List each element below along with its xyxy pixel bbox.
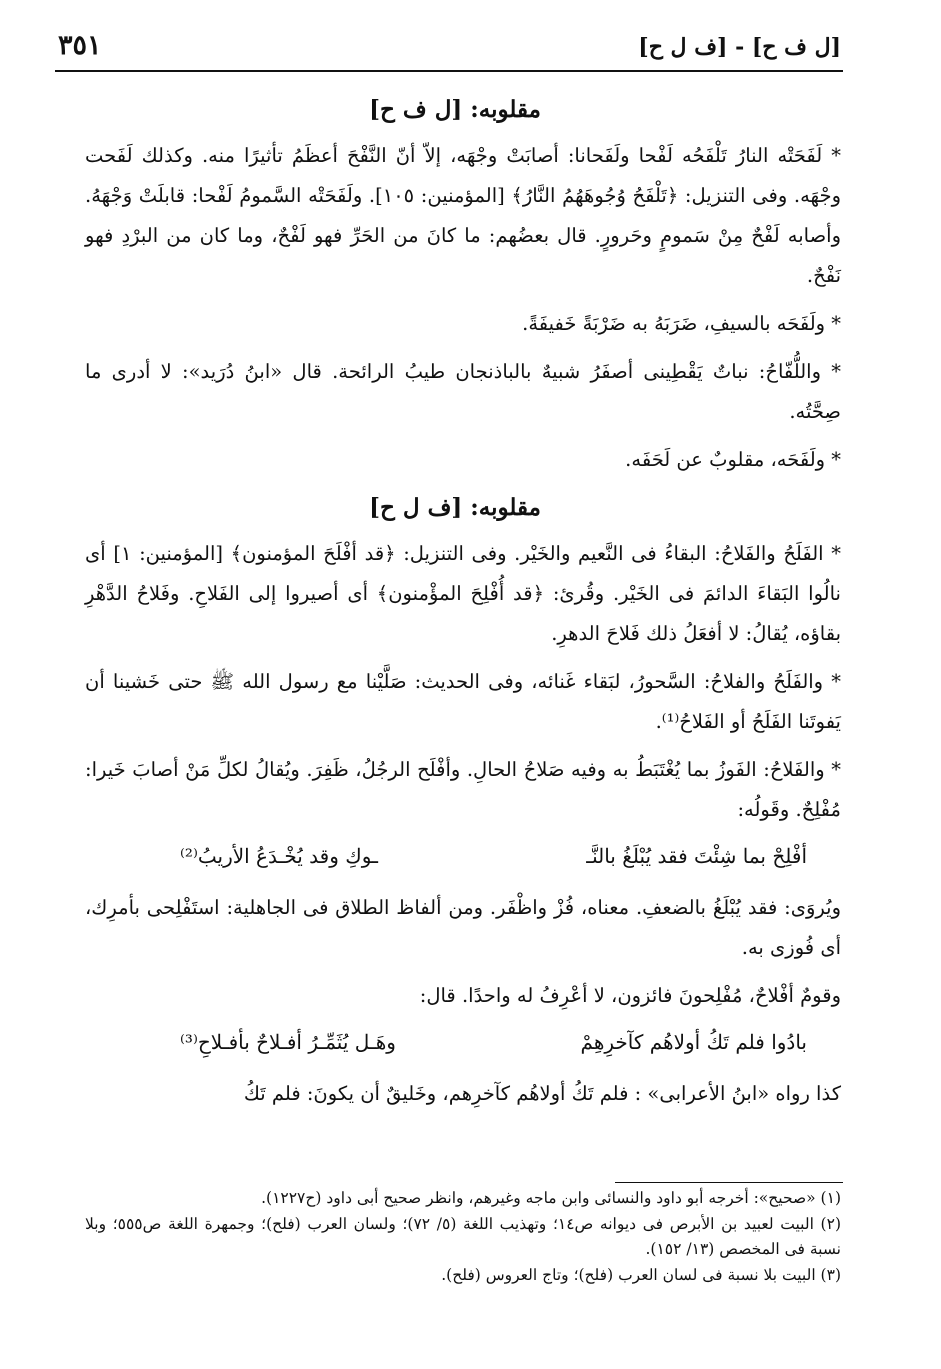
footnote: (٣) البيت بلا نسبة فى لسان العرب (فلح)؛ وتاج العروس (فلح). — [441, 1266, 841, 1284]
verse-second-hemistich: وهَـل يُثَمِّـرُ أفـلاحٌ بأفـلاحِ⁽³⁾ — [180, 1030, 396, 1054]
footnote: (٢) البيت لعبيد بن الأبرص فى ديوانه ص١٤؛ وتهذيب اللغة (٥/ ٧٢)؛ ولسان العرب (فلح)؛ وجمهرة اللغة ص٥٥٥؛ وبلا نسبة فى المخصص (١٣/ ١٥٢). — [85, 1215, 841, 1258]
running-title: [ل ف ح] - [ف ل ح] — [638, 34, 841, 60]
poetry-verse — [85, 838, 841, 882]
section-heading-lfh: مقلوبه: [ل ف ح] — [369, 96, 541, 123]
verse-first-hemistich: بادُوا فلم تَكُ أولاهُم كآخرِهِمْ — [580, 1030, 807, 1054]
footnote: (١) «صحيح»: أخرجه أبو داود والنسائى وابن ماجه وغيرهم، وانظر صحيح أبى داود (ح١٢٢٧). — [261, 1189, 841, 1207]
poetry-verse — [85, 1024, 841, 1068]
main-text — [85, 90, 841, 1122]
verse-first-hemistich: أفْلِحْ بما شِئْتَ فقد يُبْلَغُ بالنَّـ — [586, 844, 807, 868]
entry-paragraph: * والفَلاحُ: الفَوزُ بما يُغْتَبَطُ به وفيه صَلاحُ الحالِ. وأفْلَح الرجُلُ، ظَفِرَ. ويُقالُ لكلِّ مَنْ أصابَ خَيرا: مُفْلِحٌ. وقَولُه: — [85, 758, 841, 821]
entry-paragraph: كذا رواه «ابنُ الأعرابى» : فلم تَكُ أولاهُم كآخرِهم، وخَليقٌ أن يكونَ: فلم تَكُ — [243, 1082, 841, 1105]
entry-paragraph: وقومٌ أفْلاحٌ، مُفْلِحونَ فائزون، لا أعْرِفُ له واحدًا. قال: — [419, 984, 841, 1007]
header-rule — [55, 70, 843, 72]
page-header — [58, 26, 841, 70]
entry-paragraph: ويُروَى: فقد يُبْلَغُ بالضعفِ. معناه، فُزْ واظْفَر. ومن ألفاظ الطلاق فى الجاهلية: استَفْلِحى بأمرِك، أى فُوزى به. — [85, 896, 841, 959]
entry-paragraph: * واللُّفّاحُ: نباتٌ يَقْطِينى أصفَرُ شبيهٌ بالباذنجان طيبُ الرائحة. قال «ابنُ دُرَيد»: لا أدرى ما صِحَّتُه. — [85, 360, 841, 423]
entry-paragraph: * ولَفَحَه، مقلوبٌ عن لَحَفَه. — [625, 448, 841, 471]
entry-paragraph: * ولَفَحَه بالسيفِ، ضَرَبَهُ به ضَرْبَةً خَفيفَةً. — [522, 312, 841, 335]
verse-second-hemistich: ـوكِ وقد يُخْـدَعُ الأريبُ⁽²⁾ — [180, 844, 378, 868]
footnote-rule — [615, 1182, 843, 1183]
entry-paragraph: * لَفَحَتْه النارُ تَلْفَحُه لَفْحا ولَفَحانا: أصابَتْ وجْهَه، إلاّ أنّ النَّفْحَ أعظَمُ تأثيرًا منه. وكذلك لَفَحت وجْهَه. وفى التنزيل: ﴿تَلْفَحُ وُجُوهَهُمُ النَّارُ﴾ [المؤمنين: ١٠٥]. ولَفَحَتْه السَّمومُ لَفْحا: قابلَتْ وَجْهَهُ. وأصابه لَفْحٌ مِنْ سَمومٍ وحَرورٍ. قال بعضُهم: ما كانَ من الحَرِّ فهو لَفْحٌ، وما كان من البرْدِ فهو نَفْحٌ. — [85, 144, 841, 287]
entry-paragraph: * والفَلَحُ والفلاحُ: السَّحورُ، لبَقاء غَنائه، وفى الحديث: صَلَّيْنا مع رسول الله ﷺ حتى خَشينا أن يَفوتَنا الفَلَحُ أو الفَلاحُ⁽¹⁾. — [85, 670, 841, 733]
section-heading-flh: مقلوبه: [ف ل ح] — [369, 494, 541, 521]
footnotes — [85, 1186, 841, 1289]
entry-paragraph: * الفَلَحُ والفَلاحُ: البقاءُ فى النَّعيم والخَيْر. وفى التنزيل: ﴿قد أفْلَحَ المؤمنون﴾ [المؤمنين: ١] أى نالُوا البَقاءَ الدائمَ فى الخَيْر. وقُرئ: ﴿قد أُفْلِحَ المؤْمنون﴾ أى أصيروا إلى الفَلاحِ. وفَلاحُ الدَّهْرِ بقاؤه، يُقالُ: لا أفعَلُ ذلك فَلاحَ الدهرِ. — [85, 542, 841, 645]
page-number: ٣٥١ — [58, 30, 102, 61]
